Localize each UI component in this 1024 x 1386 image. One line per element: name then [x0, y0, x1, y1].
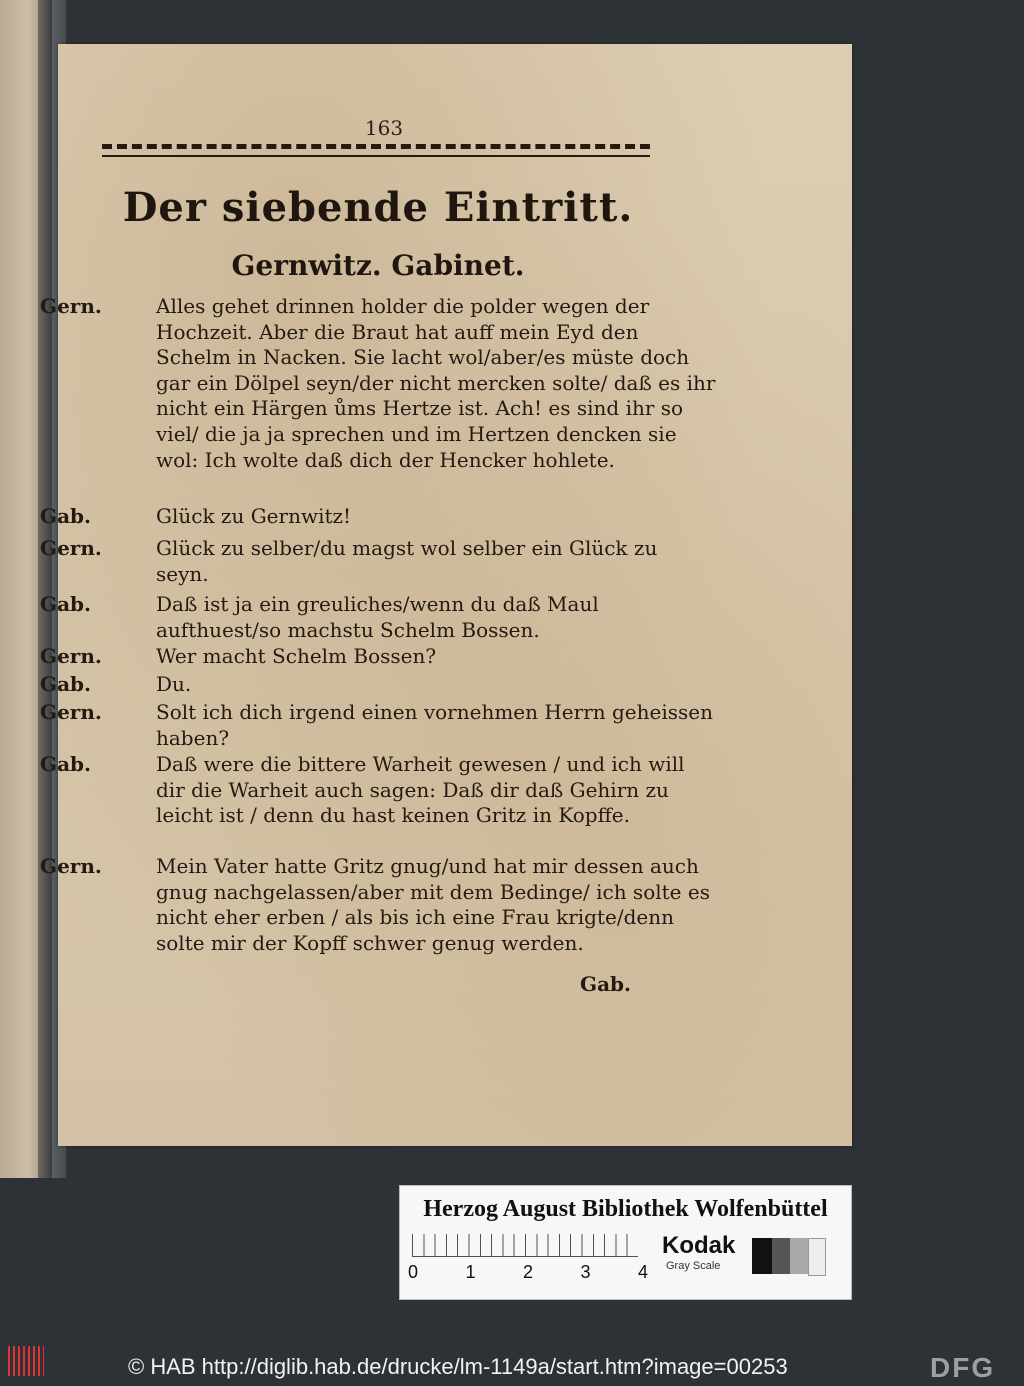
scene-heading: Der siebende Eintritt.: [122, 184, 634, 231]
speech-block: [40, 700, 716, 751]
speech-block: [40, 644, 716, 670]
gray-scale-label: Gray Scale: [666, 1260, 721, 1272]
speech-text: Du.: [156, 672, 192, 696]
speaker-label: Gern.: [40, 536, 102, 560]
speech-text: Daß ist ja ein greuliches/wenn du daß Maul aufthuest/so machstu Schelm Bossen.: [156, 592, 599, 642]
speaker-label: Gab.: [40, 592, 91, 616]
ruler-number: 0: [408, 1262, 419, 1282]
left-facing-page: [0, 0, 52, 1178]
speech-block: [40, 592, 716, 643]
speaker-label: Gern.: [40, 644, 102, 668]
ruler-scale: [412, 1234, 638, 1257]
ornamental-rule: [102, 144, 650, 157]
speech-text: Alles gehet drinnen holder die polder wegen der Hochzeit. Aber die Braut hat auff mein Eyd den Schelm in Nacken. Sie lacht wol/aber/es müste doch gar ein Dölpel seyn/der nicht mercken solte/ daß es ihr nicht ein Härgen ůms Hertze ist. Ach! es sind ihr so viel/ die ja ja sprechen und im Hertzen dencken sie wol: Ich wolte daß dich der Hencker hohlete.: [156, 294, 716, 472]
speech-block: [40, 536, 716, 587]
copyright-link[interactable]: © HAB http://diglib.hab.de/drucke/lm-1149a/start.htm?image=00253: [128, 1354, 788, 1379]
speech-text: Glück zu Gernwitz!: [156, 504, 352, 528]
scene-characters: Gernwitz. Gabinet.: [231, 249, 525, 282]
ruler-number: 2: [522, 1262, 533, 1282]
speech-text: Mein Vater hatte Gritz gnug/und hat mir dessen auch gnug nachgelassen/aber mit dem Bedinge/ ich solte es nicht eher erben / als bis ich eine Frau krigte/denn solte mir der Kopff schwer genug werden.: [156, 854, 710, 955]
gray-patch-light: [808, 1238, 826, 1276]
footer-bar: [0, 1334, 1024, 1386]
speaker-label: Gab.: [40, 672, 91, 696]
binding-edge: [38, 0, 52, 1178]
ruler-number: 4: [637, 1262, 648, 1282]
kodak-logo: Kodak: [662, 1232, 736, 1259]
speech-block: [40, 752, 716, 829]
ruler-number: 1: [465, 1262, 476, 1282]
library-name: Herzog August Bibliothek Wolfenbüttel: [423, 1196, 828, 1222]
barcode-icon: [8, 1346, 44, 1376]
speech-text: Wer macht Schelm Bossen?: [156, 644, 437, 668]
gray-patch-dark: [772, 1238, 790, 1274]
ruler-numbers: [408, 1262, 648, 1283]
speech-block: [40, 854, 716, 956]
speaker-label: Gern.: [40, 700, 102, 724]
speech-block: [40, 672, 716, 698]
speaker-label: Gab.: [40, 752, 91, 776]
speech-block: [40, 504, 716, 530]
gray-patch-black: [752, 1238, 772, 1274]
speech-block: [40, 294, 716, 473]
speech-text: Daß were die bittere Warheit gewesen / und ich will dir die Warheit auch sagen: Daß dir daß Gehirn zu leicht ist / denn du hast keinen Gritz in Kopffe.: [156, 752, 685, 828]
speaker-label: Gern.: [40, 854, 102, 878]
speaker-label: Gern.: [40, 294, 102, 318]
gray-patch-mid: [790, 1238, 808, 1274]
page-number: 163: [364, 116, 404, 140]
catchword: Gab.: [580, 972, 631, 996]
dfg-logo: DFG: [930, 1352, 996, 1383]
book-page: [40, 44, 852, 1146]
speaker-label: Gab.: [40, 504, 91, 528]
speech-text: Solt ich dich irgend einen vornehmen Herrn geheissen haben?: [156, 700, 714, 750]
ruler-number: 3: [580, 1262, 591, 1282]
color-calibration-card: [399, 1185, 852, 1300]
speech-text: Glück zu selber/du magst wol selber ein Glück zu seyn.: [156, 536, 658, 586]
